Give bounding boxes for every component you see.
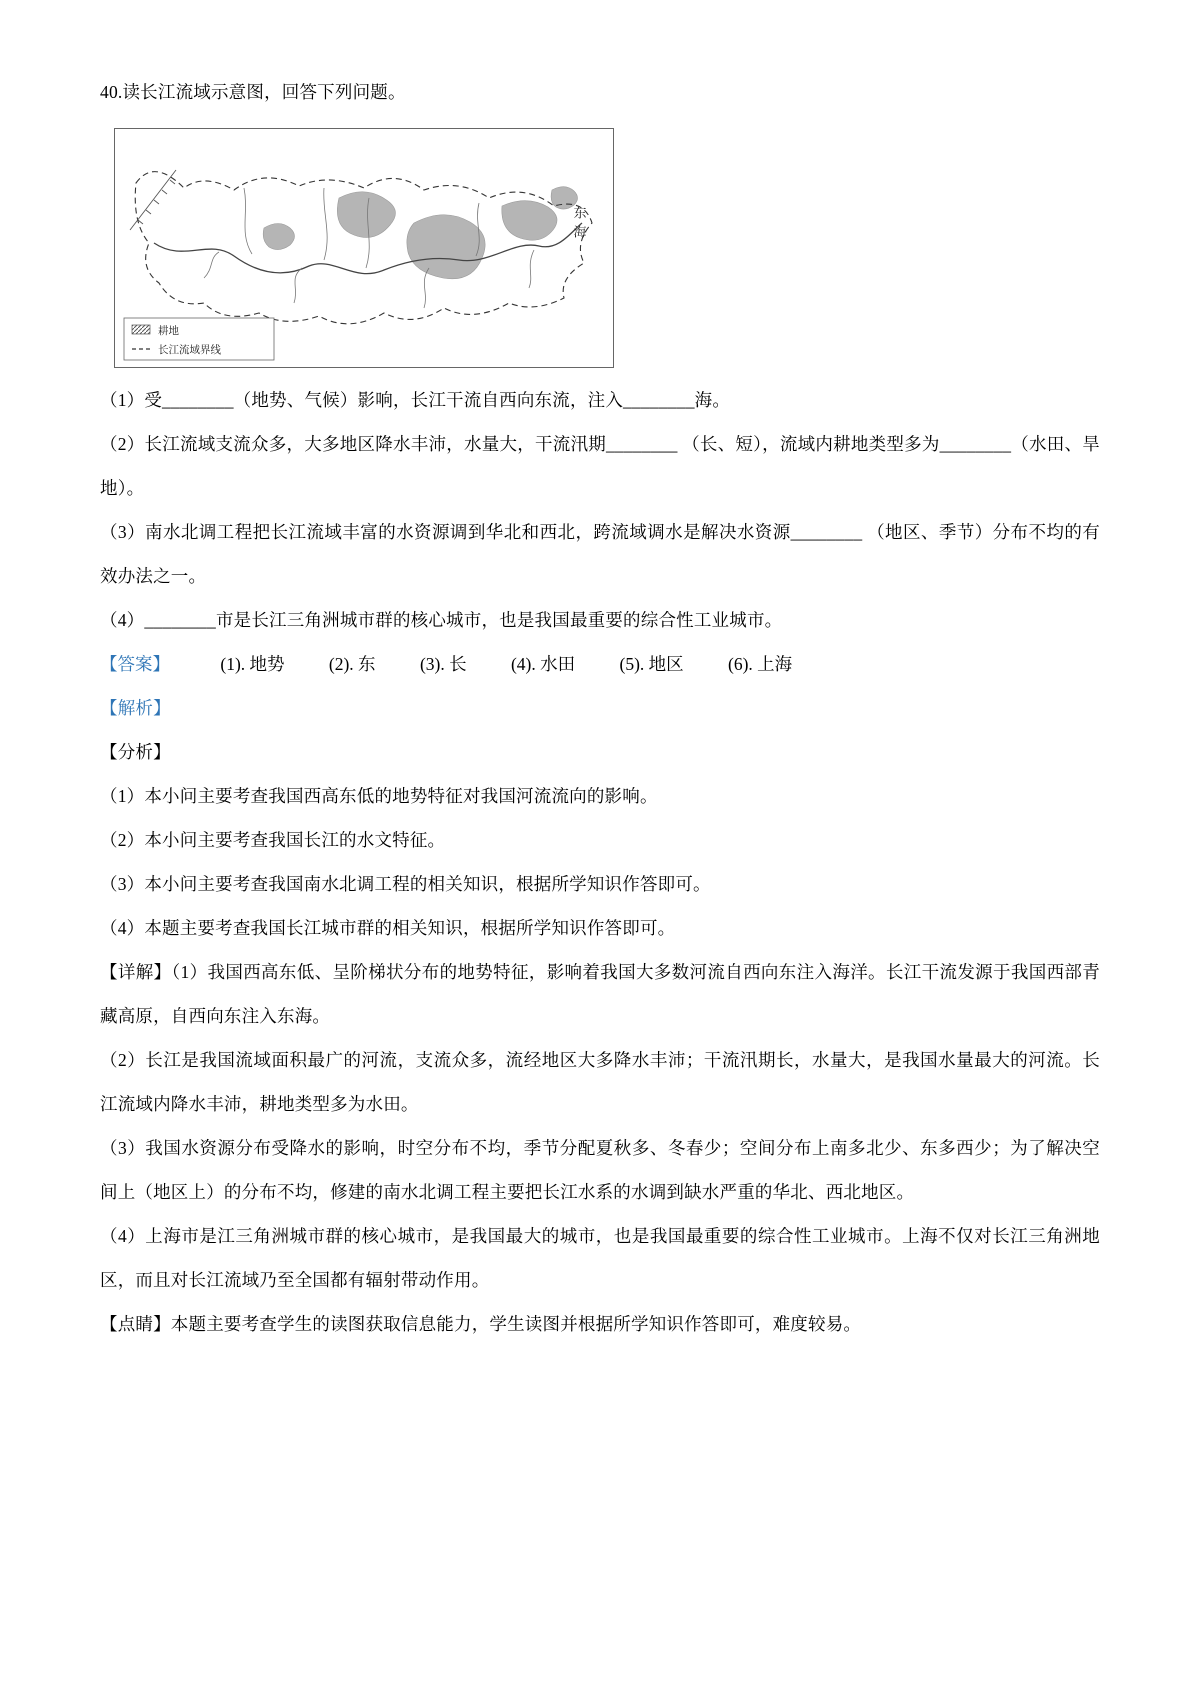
answer-item: (6). 上海 [728, 654, 793, 674]
map-legend [124, 318, 274, 360]
answer-item: (2). 东 [328, 654, 376, 674]
fenxi-item-4: （4）本题主要考查我国长江城市群的相关知识，根据所学知识作答即可。 [100, 918, 676, 938]
fenxi-item-1: （1）本小问主要考查我国西高东低的地势特征对我国河流流向的影响。 [100, 786, 658, 806]
question-1: （1）受________（地势、气候）影响，长江干流自西向东流，注入________海。 [100, 390, 731, 410]
xiangjie-paragraph-3: （3）我国水资源分布受降水的影响，时空分布不均，季节分配夏秋多、冬春少；空间分布上南多北少、东多西少；为了解决空间上（地区上）的分布不均，修建的南水北调工程主要把长江水系的水调到缺水严重的华北、西北地区。 [100, 1138, 1100, 1202]
question-title: 40.读长江流域示意图，回答下列问题。 [100, 82, 406, 102]
answer-item: (3). 长 [419, 654, 467, 674]
fenxi-item-3: （3）本小问主要考查我国南水北调工程的相关知识，根据所学知识作答即可。 [100, 874, 711, 894]
xiangjie-paragraph-2: （2）长江是我国流域面积最广的河流，支流众多，流经地区大多降水丰沛；干流汛期长，水量大，是我国水量最大的河流。长江流域内降水丰沛，耕地类型多为水田。 [100, 1050, 1100, 1114]
sea-label: 东海 [571, 206, 587, 244]
answer-item: (4). 水田 [510, 654, 576, 674]
dianjing-paragraph: 【点睛】本题主要考查学生的读图获取信息能力，学生读图并根据所学知识作答即可，难度较易。 [100, 1314, 862, 1334]
answer-label: 【答案】 [100, 654, 170, 674]
yangtze-basin-map [114, 128, 614, 368]
fenxi-item-2: （2）本小问主要考查我国长江的水文特征。 [100, 830, 446, 850]
question-3: （3）南水北调工程把长江流域丰富的水资源调到华北和西北，跨流域调水是解决水资源________ （地区、季节）分布不均的有效办法之一。 [100, 522, 1100, 586]
answer-item: (1). 地势 [220, 654, 285, 674]
map-svg [114, 128, 614, 368]
xiangjie-paragraph-4: （4）上海市是江三角洲城市群的核心城市，是我国最大的城市，也是我国最重要的综合性工业城市。上海不仅对长江三角洲地区，而且对长江流域乃至全国都有辐射带动作用。 [100, 1226, 1100, 1290]
fenxi-label: 【分析】 [100, 742, 171, 762]
answer-row [100, 642, 1100, 686]
legend-boundary-label: 长江流域界线 [158, 345, 221, 356]
xiangjie-paragraph-1: 【详解】（1）我国西高东低、呈阶梯状分布的地势特征，影响着我国大多数河流自西向东注入海洋。长江干流发源于我国西部青藏高原，自西向东注入东海。 [100, 962, 1100, 1026]
jiexi-label: 【解析】 [100, 698, 171, 718]
legend-cropland-swatch [132, 325, 150, 334]
answer-item: (5). 地区 [619, 654, 684, 674]
legend-cropland-label: 耕地 [158, 326, 179, 337]
question-4: （4）________市是长江三角洲城市群的核心城市，也是我国最重要的综合性工业城市。 [100, 610, 783, 630]
question-2: （2）长江流域支流众多，大多地区降水丰沛，水量大，干流汛期________ （长、短），流域内耕地类型多为________（水田、旱地）。 [100, 434, 1100, 498]
